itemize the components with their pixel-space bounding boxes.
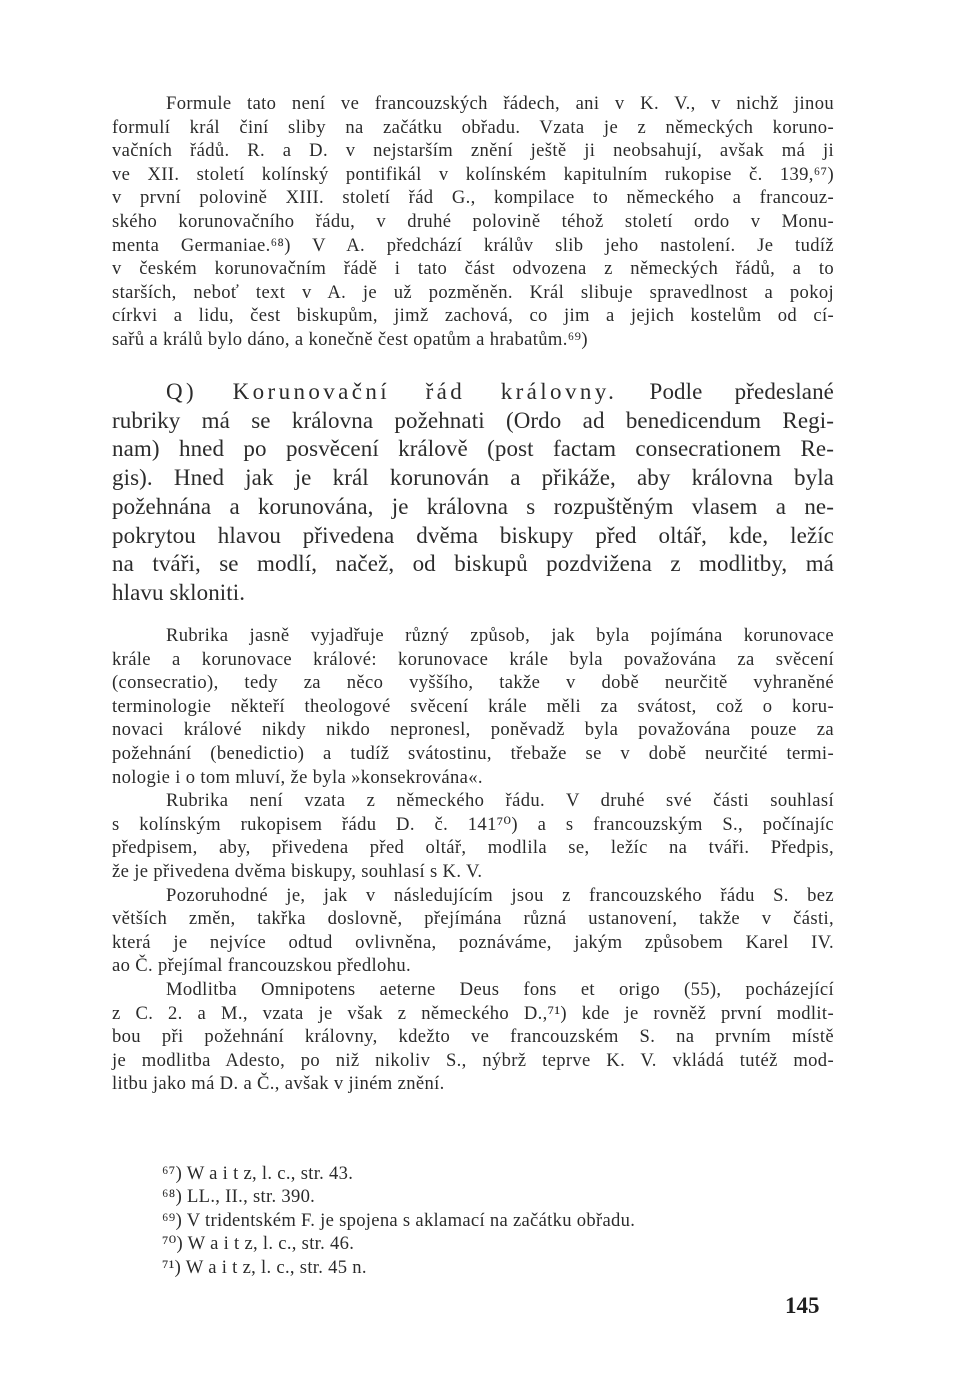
footnote-mark: ⁶⁹)	[162, 1209, 183, 1231]
text-line: nologie i o tom mluví, že byla »konsekrována«.	[112, 766, 483, 788]
section-heading: Q) Korunovační řád královny.	[166, 379, 618, 404]
text-line: (consecratio), tedy za něco vyššího, takže v době neurčitě vyhraněné	[112, 672, 834, 694]
text-line: vačních řádů. R. a D. v nejstarším znění ještě ji neobsahují, avšak má ji	[112, 140, 834, 162]
text-line: litbu jako má D. a Č., avšak v jiném znění.	[112, 1073, 445, 1095]
text-line: v první polovině XIII. století řád G., kompilace to německého a francouz-	[112, 187, 834, 209]
text-line: požehnána a korunována, je královna s rozpuštěným vlasem a ne-	[112, 493, 834, 519]
text-line: Modlitba Omnipotens aeterne Deus fons et origo (55), pocházející	[166, 978, 834, 1000]
text-line: požehnání (benedictio) a tudíž svátostinu, třebaže se v době neurčité termi-	[112, 742, 834, 764]
text-line: krále a korunovace králové: korunovace krále byla považována za svěcení	[112, 648, 834, 670]
text-line: církvi a lidu, čest biskupům, jimž zachová, co jim a jejich kostelům od cí-	[112, 305, 834, 327]
footnote-mark: ⁷¹)	[162, 1256, 182, 1278]
footnote-text: W a i t z, l. c., str. 43.	[186, 1163, 354, 1184]
heading-continuation: Podle předeslané	[649, 379, 834, 404]
text-line: gis). Hned jak je král korunován a přikáže, aby královna byla	[112, 465, 834, 491]
text-line	[112, 378, 834, 407]
text-line: ského korunovačního řádu, v druhé polovině téhož století ordo v Monu-	[112, 210, 834, 232]
text-line: novaci králové nikdy nikdo nepronesl, poněvadž byla považována pouze za	[112, 719, 834, 741]
footnote-mark: ⁶⁷)	[162, 1163, 183, 1184]
text-line: která je nejvíce odtud ovlivněna, poznáváme, jakým způsobem Karel IV.	[112, 931, 834, 953]
text-line: starších, neboť text v A. je už pozměněn. Král slibuje spravedlnost a pokoj	[112, 281, 834, 303]
footnote-text: W a i t z, l. c., str. 46.	[187, 1233, 355, 1255]
text-line: Rubrika jasně vyjadřuje různý způsob, jak byla pojímána korunovace	[166, 625, 834, 646]
text-line: že je přivedena dvěma biskupy, souhlasí s K. V.	[112, 860, 483, 882]
text-line: hlavu skloniti.	[112, 579, 246, 605]
footnote-mark: ⁷⁰)	[162, 1233, 184, 1255]
paragraph-coronation-oath	[112, 92, 834, 352]
footnote-text: LL., II., str. 390.	[187, 1186, 316, 1208]
text-line: ve XII. století kolínský pontifikál v kolínském kapitulním rukopise č. 139,⁶⁷)	[112, 163, 834, 185]
footnote	[162, 1256, 782, 1279]
footnote	[162, 1162, 782, 1185]
footnote-text: V tridentském F. je spojena s aklamací na začátku obřadu.	[186, 1209, 636, 1231]
text-line: formulí král činí sliby na začátku obřadu. Vzata je z německých koruno-	[112, 116, 834, 138]
text-line: na tváři, se modlí, načež, od biskupů pozdvižena z modlitby, má	[112, 551, 834, 577]
paragraph-queen-coronation	[112, 378, 834, 608]
footnote	[162, 1232, 782, 1255]
text-line: ao Č. přejímal francouzskou předlohu.	[112, 955, 412, 977]
text-line: terminologie někteří theologové svěcení krále měli za svátost, což o koru-	[112, 695, 834, 717]
footnote	[162, 1185, 782, 1208]
text-line: v českém korunovačním řádě i tato část odvozena z německých řádů, a to	[112, 258, 834, 280]
commentary-block	[112, 624, 834, 1096]
text-line: předpisem, aby, přivedena před oltář, modlila se, ležíc na tváři. Předpis,	[112, 837, 834, 859]
text-line: bou při požehnání královny, kdežto ve francouzském S. na prvním místě	[112, 1026, 834, 1048]
text-line: větších změn, takřka doslovně, přejímána různá ustanovení, takže v části,	[112, 908, 834, 930]
text-line: Formule tato není ve francouzských řádech, ani v K. V., v nichž jinou	[166, 93, 834, 114]
text-line: Rubrika není vzata z německého řádu. V druhé své části souhlasí	[166, 790, 834, 812]
footnote-mark: ⁶⁸)	[162, 1186, 183, 1208]
text-line: Pozoruhodné je, jak v následujícím jsou z francouzského řádu S. bez	[166, 884, 834, 906]
text-line: z C. 2. a M., vzata je však z německého D.,⁷¹) kde je rovněž první modlit-	[112, 1002, 834, 1024]
text-line: sařů a králů bylo dáno, a konečně čest opatům a hrabatům.⁶⁹)	[112, 328, 588, 350]
text-line: menta Germaniae.⁶⁸) V A. předchází králův slib jeho nastolení. Je tudíž	[112, 234, 834, 256]
text-line: nam) hned po posvěcení králově (post factam consecrationem Re-	[112, 436, 834, 462]
footnotes	[162, 1162, 782, 1279]
footnote-text: W a i t z, l. c., str. 45 n.	[185, 1256, 367, 1278]
footnote	[162, 1209, 782, 1232]
text-line: rubriky má se královna požehnati (Ordo ad benedicendum Regi-	[112, 407, 834, 433]
page-number: 145	[785, 1293, 820, 1318]
text-line: s kolínským rukopisem řádu D. č. 141⁷⁰) a s francouzským S., počínajíc	[112, 813, 834, 835]
text-line: pokrytou hlavou přivedena dvěma biskupy před oltář, kde, ležíc	[112, 522, 834, 548]
text-line: je modlitba Adesto, po niž nikoliv S., nýbrž teprve K. V. vkládá tutéž mod-	[112, 1049, 834, 1071]
